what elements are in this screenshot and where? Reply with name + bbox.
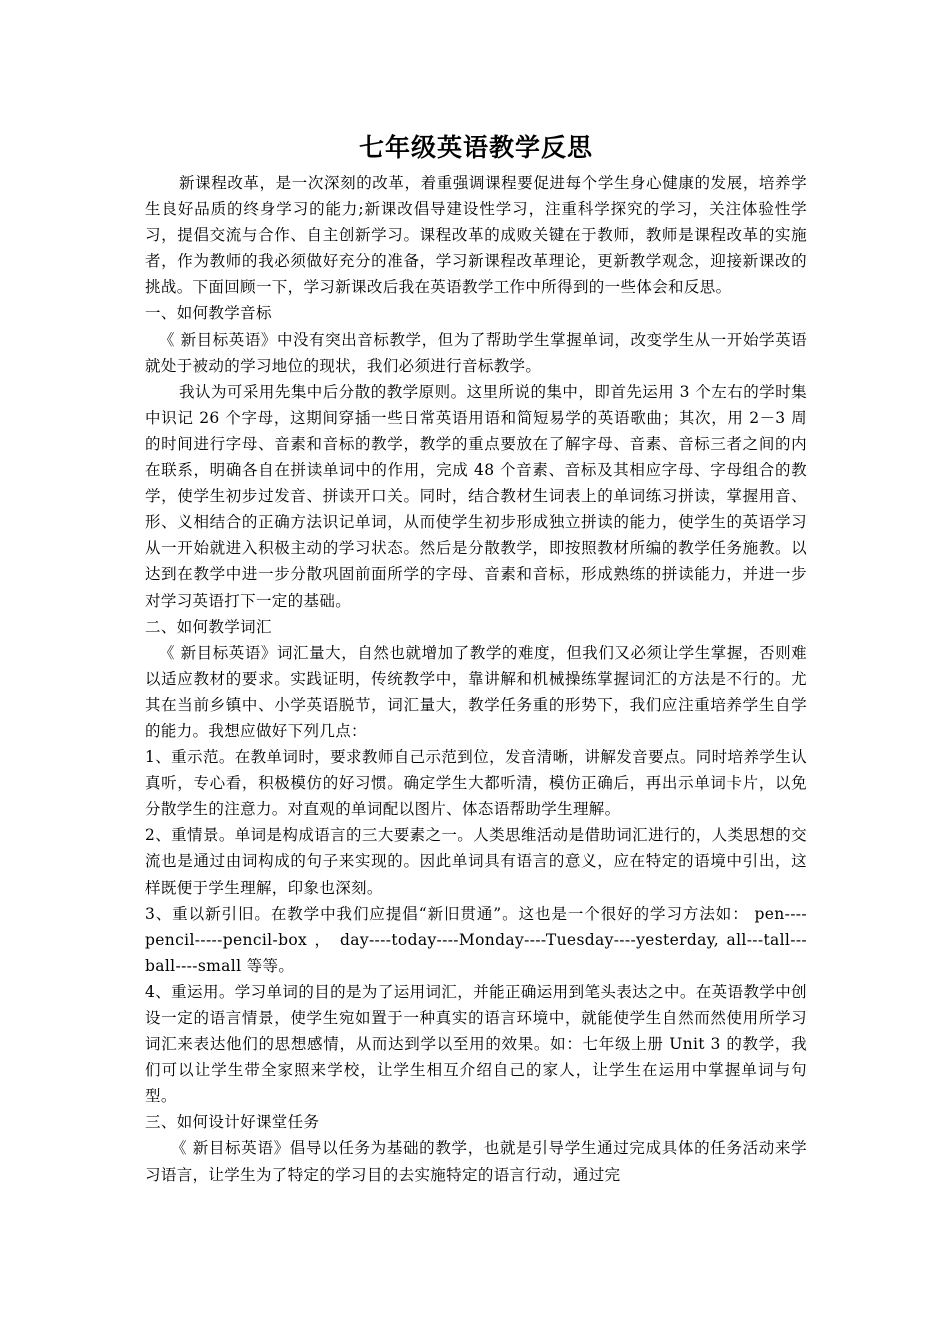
list-item-demonstration: 1、重示范。在教单词时，要求教师自己示范到位，发音清晰，讲解发音要点。同时培养学生认真听，专心看，积极模仿的好习惯。确定学生大都听清，模仿正确后，再出示单词卡片，以免分散学生的注意力。对直观的单词配以图片、体态语帮助学生理解。 xyxy=(145,748,807,819)
section-heading-vocabulary: 二、如何教学词汇 xyxy=(145,617,272,636)
paragraph-phonetics-method: 我认为可采用先集中后分散的教学原则。这里所说的集中，即首先运用 3 个左右的学时集中识记 26 个字母，这期间穿插一些日常英语用语和简短易学的英语歌曲；其次，用 2－3 周的时间进行字母、音素和音标的教学，教学的重点要放在了解字母、音素、音标三者之间的内在联系，明确各自在拼读单词中的作用，完成 48 个音素、音标及其相应字母、字母组合的教学，使学生初步过发音、拼读开口关。同时，结合教材生词表上的单词练习拼读，掌握用音、形、义相结合的正确方法识记单词，从而使学生初步形成独立拼读的能力，使学生的英语学习从一开始就进入积极主动的学习状态。然后是分散教学，即按照教材所编的教学任务施教。以达到在教学中进一步分散巩固前面所学的字母、音素和音标，形成熟练的拼读能力，并进一步对学习英语打下一定的基础。 xyxy=(145,382,807,610)
section-heading-tasks: 三、如何设计好课堂任务 xyxy=(145,1113,320,1132)
document-page xyxy=(145,128,807,1188)
paragraph-tasks-intro: 《 新目标英语》倡导以任务为基础的教学，也就是引导学生通过完成具体的任务活动来学习语言，让学生为了特定的学习目的去实施特定的语言行动，通过完 xyxy=(145,1139,807,1184)
paragraph-vocabulary-intro: 《 新目标英语》词汇量大，自然也就增加了教学的难度，但我们又必须让学生掌握，否则难以适应教材的要求。实践证明，传统教学中，靠讲解和机械操练掌握词汇的方法是不行的。尤其在当前乡镇中、小学英语脱节，词汇量大，教学任务重的形势下，我们应注重培养学生自学的能力。我想应做好下列几点： xyxy=(145,643,807,740)
paragraph-phonetics-intro: 《 新目标英语》中没有突出音标教学，但为了帮助学生掌握单词，改变学生从一开始学英语就处于被动的学习地位的现状，我们必须进行音标教学。 xyxy=(145,330,807,375)
document-title: 七年级英语教学反思 xyxy=(358,133,593,162)
list-item-application: 4、重运用。学习单词的目的是为了运用词汇，并能正确运用到笔头表达之中。在英语教学中创设一定的语言情景，使学生宛如置于一种真实的语言环境中，就能使学生自然而然使用所学习词汇来表达他们的思想感情，从而达到学以至用的效果。如：七年级上册 Unit 3 的教学，我们可以让学生带全家照来学校，让学生相互介绍自己的家人，让学生在运用中掌握单词与句型。 xyxy=(145,982,807,1106)
section-heading-phonetics: 一、如何教学音标 xyxy=(145,304,272,323)
intro-paragraph: 新课程改革，是一次深刻的改革，着重强调课程要促进每个学生身心健康的发展，培养学生良好品质的终身学习的能力;新课改倡导建设性学习，注重科学探究的学习，关注体验性学习，提倡交流与合作、自主创新学习。课程改革的成败关键在于教师，教师是课程改革的实施者，作为教师的我必须做好充分的准备，学习新课程改革理论，更新教学观念，迎接新课改的挑战。下面回顾一下，学习新课改后我在英语教学工作中所得到的一些体会和反思。 xyxy=(145,174,807,297)
list-item-context: 2、重情景。单词是构成语言的三大要素之一。人类思维活动是借助词汇进行的，人类思想的交流也是通过由词构成的句子来实现的。因此单词具有语言的意义，应在特定的语境中引出，这样既便于学生理解，印象也深刻。 xyxy=(145,826,807,897)
list-item-new-old: 3、重以新引旧。在教学中我们应提倡“新旧贯通”。这也是一个很好的学习方法如： pen----pencil-----pencil-box ， day----today----Monday----Tuesday----yesterday, all---tall---ball----small 等等。 xyxy=(145,904,807,975)
